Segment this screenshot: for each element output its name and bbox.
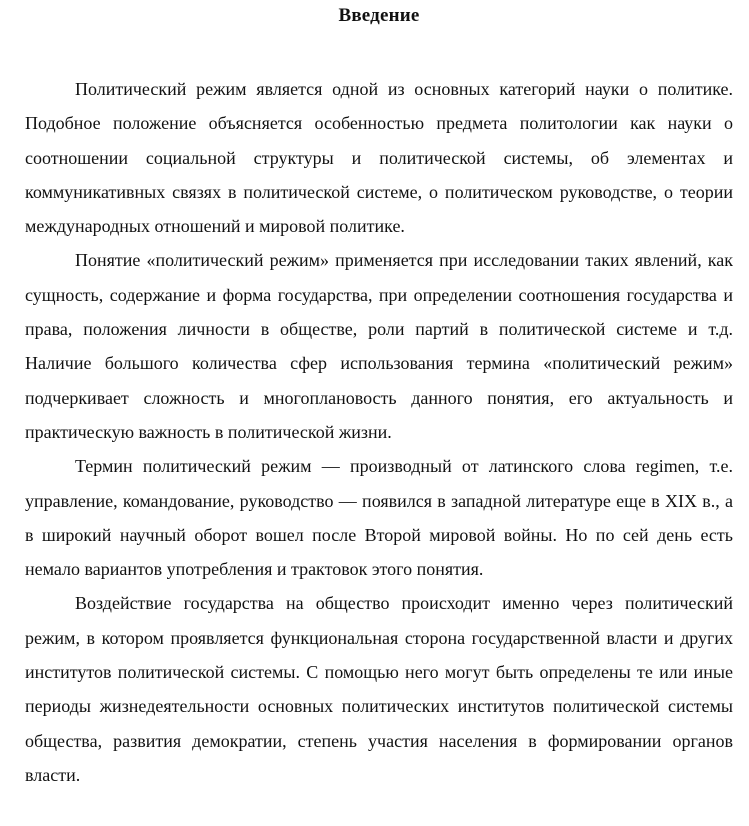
paragraph-3: Термин политический режим — производный от латинского слова regimen, т.е. управление, командование, руководство — появился в западной литературе еще в XIX в., а в широкий научный оборот вошел после Второй мировой войны. Но по сей день есть немало вариантов употребления и трактовок этого понятия. <box>25 456 733 580</box>
paragraph-2: Понятие «политический режим» применяется при исследовании таких явлений, как сущность, содержание и форма государства, при определении соотношения государства и права, положения личности в обществе, роли партий в политической системе и т.д. Наличие большого количества сфер использования термина «политический режим» подчеркивает сложность и многоплановость данного понятия, его актуальность и практическую важность в политической жизни. <box>25 250 733 442</box>
title-spacer <box>25 28 733 72</box>
paragraph-4: Воздействие государства на общество происходит именно через политический режим, в котором проявляется функциональная сторона государственной власти и других институтов политической системы. С помощью него могут быть определены те или иные периоды жизнедеятельности основных политических институтов политической системы общества, развития демократии, степень участия населения в формировании органов власти. <box>25 593 733 785</box>
document-title: Введение <box>338 5 420 26</box>
paragraph-1: Политический режим является одной из основных категорий науки о политике. Подобное положение объясняется особенностью предмета политологии как науки о соотношении социальной структуры и политической системы, об элементах и коммуникативных связях в политической системе, о политическом руководстве, о теории международных отношений и мировой политике. <box>25 79 733 237</box>
